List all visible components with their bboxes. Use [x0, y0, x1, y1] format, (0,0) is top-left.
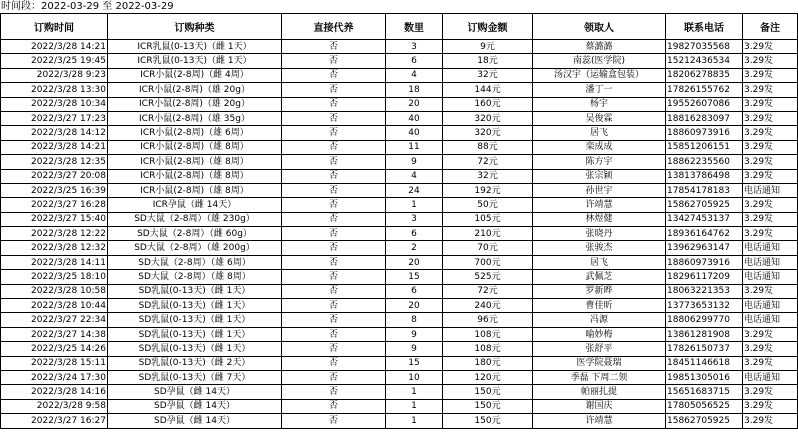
order-kind-cell: ICR小鼠(2-8周)（雄 35g）	[108, 111, 282, 125]
recipient-cell: 蔡潞潞	[533, 40, 666, 54]
note-cell: 3.29发	[743, 284, 798, 298]
direct-proxy-cell: 否	[282, 40, 386, 54]
amount-cell: 105元	[443, 212, 533, 226]
phone-cell: 18206278835	[666, 68, 743, 82]
recipient-cell: 张晓丹	[533, 227, 666, 241]
amount-cell: 50元	[443, 198, 533, 212]
phone-cell: 17826155762	[666, 83, 743, 97]
order-time-cell: 2022/3/27 16:27	[1, 414, 108, 428]
direct-proxy-cell: 否	[282, 54, 386, 68]
quantity-cell: 1	[386, 399, 443, 413]
phone-cell: 13773653132	[666, 299, 743, 313]
amount-cell: 72元	[443, 284, 533, 298]
order-time-cell: 2022/3/25 19:45	[1, 54, 108, 68]
order-time-cell: 2022/3/27 16:28	[1, 198, 108, 212]
quantity-cell: 40	[386, 111, 443, 125]
amount-cell: 210元	[443, 227, 533, 241]
phone-cell: 15651683715	[666, 385, 743, 399]
quantity-cell: 11	[386, 140, 443, 154]
recipient-cell: 林煜健	[533, 212, 666, 226]
note-cell: 电话通知	[743, 313, 798, 327]
order-kind-cell: ICR小鼠(2-8周)（雄 8周）	[108, 140, 282, 154]
order-kind-cell: SD乳鼠(0-13天)（雌 1天）	[108, 299, 282, 313]
direct-proxy-cell: 否	[282, 370, 386, 384]
amount-cell: 144元	[443, 83, 533, 97]
note-cell: 3.29发	[743, 169, 798, 183]
quantity-cell: 1	[386, 414, 443, 428]
note-cell: 3.29发	[743, 83, 798, 97]
column-header-quantity: 数里	[386, 14, 443, 40]
direct-proxy-cell: 否	[282, 212, 386, 226]
direct-proxy-cell: 否	[282, 284, 386, 298]
table-row	[1, 255, 798, 269]
quantity-cell: 8	[386, 313, 443, 327]
direct-proxy-cell: 否	[282, 313, 386, 327]
column-header-amount: 订购金额	[443, 14, 533, 40]
order-kind-cell: SD乳鼠(0-13天)（雌 1天）	[108, 284, 282, 298]
amount-cell: 108元	[443, 342, 533, 356]
direct-proxy-cell: 否	[282, 97, 386, 111]
order-kind-cell: SD大鼠（2-8周）（雄 200g）	[108, 241, 282, 255]
quantity-cell: 20	[386, 299, 443, 313]
column-header-direct-proxy: 直接代养	[282, 14, 386, 40]
quantity-cell: 10	[386, 370, 443, 384]
amount-cell: 240元	[443, 299, 533, 313]
quantity-cell: 18	[386, 83, 443, 97]
amount-cell: 88元	[443, 140, 533, 154]
table-row	[1, 212, 798, 226]
phone-cell: 17805056525	[666, 399, 743, 413]
recipient-cell: 汤汉宇（运输盒包装）	[533, 68, 666, 82]
note-cell: 3.29发	[743, 342, 798, 356]
amount-cell: 18元	[443, 54, 533, 68]
recipient-cell: 许靖慧	[533, 198, 666, 212]
direct-proxy-cell: 否	[282, 183, 386, 197]
order-time-cell: 2022/3/24 17:30	[1, 370, 108, 384]
note-cell: 3.29发	[743, 399, 798, 413]
quantity-cell: 4	[386, 68, 443, 82]
note-cell: 3.29发	[743, 212, 798, 226]
order-time-cell: 2022/3/28 10:44	[1, 299, 108, 313]
phone-cell: 18816283097	[666, 111, 743, 125]
order-time-cell: 2022/3/27 20:08	[1, 169, 108, 183]
period-label: 时间段：2022-03-29 至 2022-03-29	[1, 1, 174, 12]
order-time-cell: 2022/3/28 13:30	[1, 83, 108, 97]
column-header-note: 备注	[743, 14, 798, 40]
amount-cell: 96元	[443, 313, 533, 327]
note-cell: 3.29发	[743, 227, 798, 241]
direct-proxy-cell: 否	[282, 227, 386, 241]
amount-cell: 150元	[443, 414, 533, 428]
column-header-phone: 联系电话	[666, 14, 743, 40]
recipient-cell: 武佩芝	[533, 270, 666, 284]
quantity-cell: 3	[386, 40, 443, 54]
recipient-cell: 陈方宇	[533, 155, 666, 169]
direct-proxy-cell: 否	[282, 68, 386, 82]
quantity-cell: 6	[386, 284, 443, 298]
quantity-cell: 40	[386, 126, 443, 140]
direct-proxy-cell: 否	[282, 241, 386, 255]
order-kind-cell: SD大鼠（2-8周）（雌 60g）	[108, 227, 282, 241]
table-row	[1, 68, 798, 82]
quantity-cell: 20	[386, 255, 443, 269]
table-row	[1, 169, 798, 183]
table-row	[1, 140, 798, 154]
phone-cell: 15862705925	[666, 414, 743, 428]
table-row	[1, 414, 798, 428]
phone-cell: 18860973916	[666, 255, 743, 269]
order-time-cell: 2022/3/25 16:39	[1, 183, 108, 197]
amount-cell: 700元	[443, 255, 533, 269]
order-time-cell: 2022/3/28 14:11	[1, 255, 108, 269]
direct-proxy-cell: 否	[282, 399, 386, 413]
table-row	[1, 399, 798, 413]
recipient-cell: 曹佳昕	[533, 299, 666, 313]
column-header-order-kind: 订购种类	[108, 14, 282, 40]
direct-proxy-cell: 否	[282, 342, 386, 356]
recipient-cell: 喻妙梅	[533, 327, 666, 341]
phone-cell: 15212436534	[666, 54, 743, 68]
order-kind-cell: ICR孕鼠（雌 14天）	[108, 198, 282, 212]
quantity-cell: 6	[386, 54, 443, 68]
table-row	[1, 126, 798, 140]
quantity-cell: 1	[386, 385, 443, 399]
table-row	[1, 97, 798, 111]
note-cell: 3.29发	[743, 111, 798, 125]
order-time-cell: 2022/3/28 12:32	[1, 241, 108, 255]
direct-proxy-cell: 否	[282, 356, 386, 370]
direct-proxy-cell: 否	[282, 270, 386, 284]
table-row	[1, 284, 798, 298]
phone-cell: 19552607086	[666, 97, 743, 111]
phone-cell: 18936164762	[666, 227, 743, 241]
recipient-cell: 张舒平	[533, 342, 666, 356]
recipient-cell: 居飞	[533, 255, 666, 269]
phone-cell: 17826150737	[666, 342, 743, 356]
order-time-cell: 2022/3/28 14:21	[1, 140, 108, 154]
phone-cell: 13861281908	[666, 327, 743, 341]
quantity-cell: 3	[386, 212, 443, 226]
recipient-cell: 张宗颖	[533, 169, 666, 183]
recipient-cell: 医学院聂瑞	[533, 356, 666, 370]
order-kind-cell: ICR乳鼠(0-13天)（雌 1天）	[108, 54, 282, 68]
order-kind-cell: ICR小鼠(2-8周)（雌 4周）	[108, 68, 282, 82]
amount-cell: 150元	[443, 385, 533, 399]
phone-cell: 19827035568	[666, 40, 743, 54]
table-row	[1, 54, 798, 68]
order-kind-cell: SD乳鼠(0-13天)（雌 7天）	[108, 370, 282, 384]
note-cell: 3.29发	[743, 327, 798, 341]
order-kind-cell: ICR小鼠(2-8周)（雄 8周）	[108, 169, 282, 183]
amount-cell: 70元	[443, 241, 533, 255]
table-row	[1, 227, 798, 241]
table-row	[1, 385, 798, 399]
direct-proxy-cell: 否	[282, 385, 386, 399]
recipient-cell: 谢国庆	[533, 399, 666, 413]
column-header-order-time: 订购时间	[1, 14, 108, 40]
recipient-cell: 杨宇	[533, 97, 666, 111]
recipient-cell: 吴俊霖	[533, 111, 666, 125]
note-cell: 电话通知	[743, 270, 798, 284]
amount-cell: 108元	[443, 327, 533, 341]
phone-cell: 13813786498	[666, 169, 743, 183]
table-header-row	[1, 14, 798, 40]
amount-cell: 320元	[443, 111, 533, 125]
amount-cell: 120元	[443, 370, 533, 384]
table-row	[1, 155, 798, 169]
amount-cell: 32元	[443, 68, 533, 82]
order-kind-cell: ICR乳鼠(0-13天)（雌 1天）	[108, 40, 282, 54]
table-row	[1, 40, 798, 54]
order-time-cell: 2022/3/27 22:34	[1, 313, 108, 327]
note-cell: 电话通知	[743, 299, 798, 313]
direct-proxy-cell: 否	[282, 198, 386, 212]
order-time-cell: 2022/3/28 9:58	[1, 399, 108, 413]
recipient-cell: 帕丽扎提	[533, 385, 666, 399]
phone-cell: 18862235560	[666, 155, 743, 169]
recipient-cell: 潘丁一	[533, 83, 666, 97]
direct-proxy-cell: 否	[282, 255, 386, 269]
recipient-cell: 许靖慧	[533, 414, 666, 428]
quantity-cell: 9	[386, 327, 443, 341]
note-cell: 3.29发	[743, 97, 798, 111]
table-row	[1, 198, 798, 212]
order-kind-cell: SD乳鼠(0-13天)（雌 1天）	[108, 327, 282, 341]
phone-cell: 18451146618	[666, 356, 743, 370]
order-time-cell: 2022/3/27 17:23	[1, 111, 108, 125]
note-cell: 电话通知	[743, 183, 798, 197]
order-time-cell: 2022/3/28 10:58	[1, 284, 108, 298]
order-kind-cell: ICR小鼠(2-8周)（雄 20g）	[108, 83, 282, 97]
recipient-cell: 居飞	[533, 126, 666, 140]
order-kind-cell: ICR小鼠(2-8周)（雄 20g）	[108, 97, 282, 111]
recipient-cell: 张骏杰	[533, 241, 666, 255]
order-time-cell: 2022/3/27 15:40	[1, 212, 108, 226]
order-kind-cell: SD大鼠（2-8周）（雄 6周）	[108, 255, 282, 269]
order-kind-cell: SD大鼠（2-8周）（雄 8周）	[108, 270, 282, 284]
note-cell: 电话通知	[743, 255, 798, 269]
phone-cell: 18806299770	[666, 313, 743, 327]
phone-cell: 18063221353	[666, 284, 743, 298]
order-kind-cell: SD乳鼠(0-13天)（雌 1天）	[108, 342, 282, 356]
recipient-cell: 罗新晔	[533, 284, 666, 298]
note-cell: 3.29发	[743, 126, 798, 140]
order-kind-cell: SD孕鼠（雌 14天）	[108, 385, 282, 399]
order-time-cell: 2022/3/28 14:21	[1, 40, 108, 54]
amount-cell: 9元	[443, 40, 533, 54]
table-row	[1, 327, 798, 341]
quantity-cell: 6	[386, 227, 443, 241]
order-time-cell: 2022/3/28 12:35	[1, 155, 108, 169]
note-cell: 电话通知	[743, 241, 798, 255]
direct-proxy-cell: 否	[282, 140, 386, 154]
orders-table	[0, 13, 798, 429]
note-cell: 3.29发	[743, 155, 798, 169]
note-cell: 3.29发	[743, 385, 798, 399]
direct-proxy-cell: 否	[282, 327, 386, 341]
phone-cell: 15862705925	[666, 198, 743, 212]
quantity-cell: 15	[386, 356, 443, 370]
phone-cell: 13427453137	[666, 212, 743, 226]
table-row	[1, 356, 798, 370]
table-row	[1, 342, 798, 356]
order-kind-cell: SD孕鼠（雌 14天）	[108, 399, 282, 413]
note-cell: 3.29发	[743, 54, 798, 68]
table-row	[1, 270, 798, 284]
recipient-cell: 季磊 下周二领	[533, 370, 666, 384]
order-kind-cell: SD乳鼠(0-13天)（雌 2天）	[108, 356, 282, 370]
order-kind-cell: SD孕鼠（雌 14天）	[108, 414, 282, 428]
note-cell: 3.29发	[743, 140, 798, 154]
order-time-cell: 2022/3/28 14:12	[1, 126, 108, 140]
order-time-cell: 2022/3/28 15:11	[1, 356, 108, 370]
amount-cell: 192元	[443, 183, 533, 197]
note-cell: 3.29发	[743, 68, 798, 82]
table-row	[1, 370, 798, 384]
amount-cell: 72元	[443, 155, 533, 169]
amount-cell: 180元	[443, 356, 533, 370]
note-cell: 3.29发	[743, 414, 798, 428]
order-time-cell: 2022/3/28 12:22	[1, 227, 108, 241]
phone-cell: 13962963147	[666, 241, 743, 255]
quantity-cell: 15	[386, 270, 443, 284]
direct-proxy-cell: 否	[282, 169, 386, 183]
table-row	[1, 83, 798, 97]
phone-cell: 15851206151	[666, 140, 743, 154]
table-row	[1, 111, 798, 125]
direct-proxy-cell: 否	[282, 414, 386, 428]
direct-proxy-cell: 否	[282, 111, 386, 125]
quantity-cell: 24	[386, 183, 443, 197]
table-row	[1, 313, 798, 327]
amount-cell: 160元	[443, 97, 533, 111]
order-time-cell: 2022/3/28 10:34	[1, 97, 108, 111]
order-kind-cell: ICR小鼠(2-8周)（雄 6周）	[108, 126, 282, 140]
order-kind-cell: SD乳鼠(0-13天)（雌 1天）	[108, 313, 282, 327]
phone-cell: 17854178183	[666, 183, 743, 197]
amount-cell: 32元	[443, 169, 533, 183]
table-row	[1, 241, 798, 255]
order-time-cell: 2022/3/27 14:38	[1, 327, 108, 341]
order-time-cell: 2022/3/28 14:16	[1, 385, 108, 399]
table-row	[1, 183, 798, 197]
order-kind-cell: SD大鼠（2-8周）（雄 230g）	[108, 212, 282, 226]
phone-cell: 18296117209	[666, 270, 743, 284]
recipient-cell: 冯源	[533, 313, 666, 327]
phone-cell: 19851305016	[666, 370, 743, 384]
order-time-cell: 2022/3/25 18:10	[1, 270, 108, 284]
quantity-cell: 1	[386, 198, 443, 212]
amount-cell: 320元	[443, 126, 533, 140]
quantity-cell: 2	[386, 241, 443, 255]
direct-proxy-cell: 否	[282, 299, 386, 313]
note-cell: 3.29发	[743, 356, 798, 370]
quantity-cell: 9	[386, 342, 443, 356]
phone-cell: 18860973916	[666, 126, 743, 140]
quantity-cell: 9	[386, 155, 443, 169]
recipient-cell: 南蕊(医学院)	[533, 54, 666, 68]
note-cell: 电话通知	[743, 370, 798, 384]
order-time-cell: 2022/3/25 14:26	[1, 342, 108, 356]
order-kind-cell: ICR小鼠(2-8周)（雄 8周）	[108, 183, 282, 197]
direct-proxy-cell: 否	[282, 83, 386, 97]
recipient-cell: 孙世宇	[533, 183, 666, 197]
table-row	[1, 299, 798, 313]
direct-proxy-cell: 否	[282, 126, 386, 140]
direct-proxy-cell: 否	[282, 155, 386, 169]
note-cell: 3.29发	[743, 40, 798, 54]
column-header-recipient: 领取人	[533, 14, 666, 40]
amount-cell: 525元	[443, 270, 533, 284]
quantity-cell: 4	[386, 169, 443, 183]
order-time-cell: 2022/3/28 9:23	[1, 68, 108, 82]
amount-cell: 150元	[443, 399, 533, 413]
note-cell: 3.29发	[743, 198, 798, 212]
recipient-cell: 栾成成	[533, 140, 666, 154]
order-kind-cell: ICR小鼠(2-8周)（雄 8周）	[108, 155, 282, 169]
quantity-cell: 20	[386, 97, 443, 111]
